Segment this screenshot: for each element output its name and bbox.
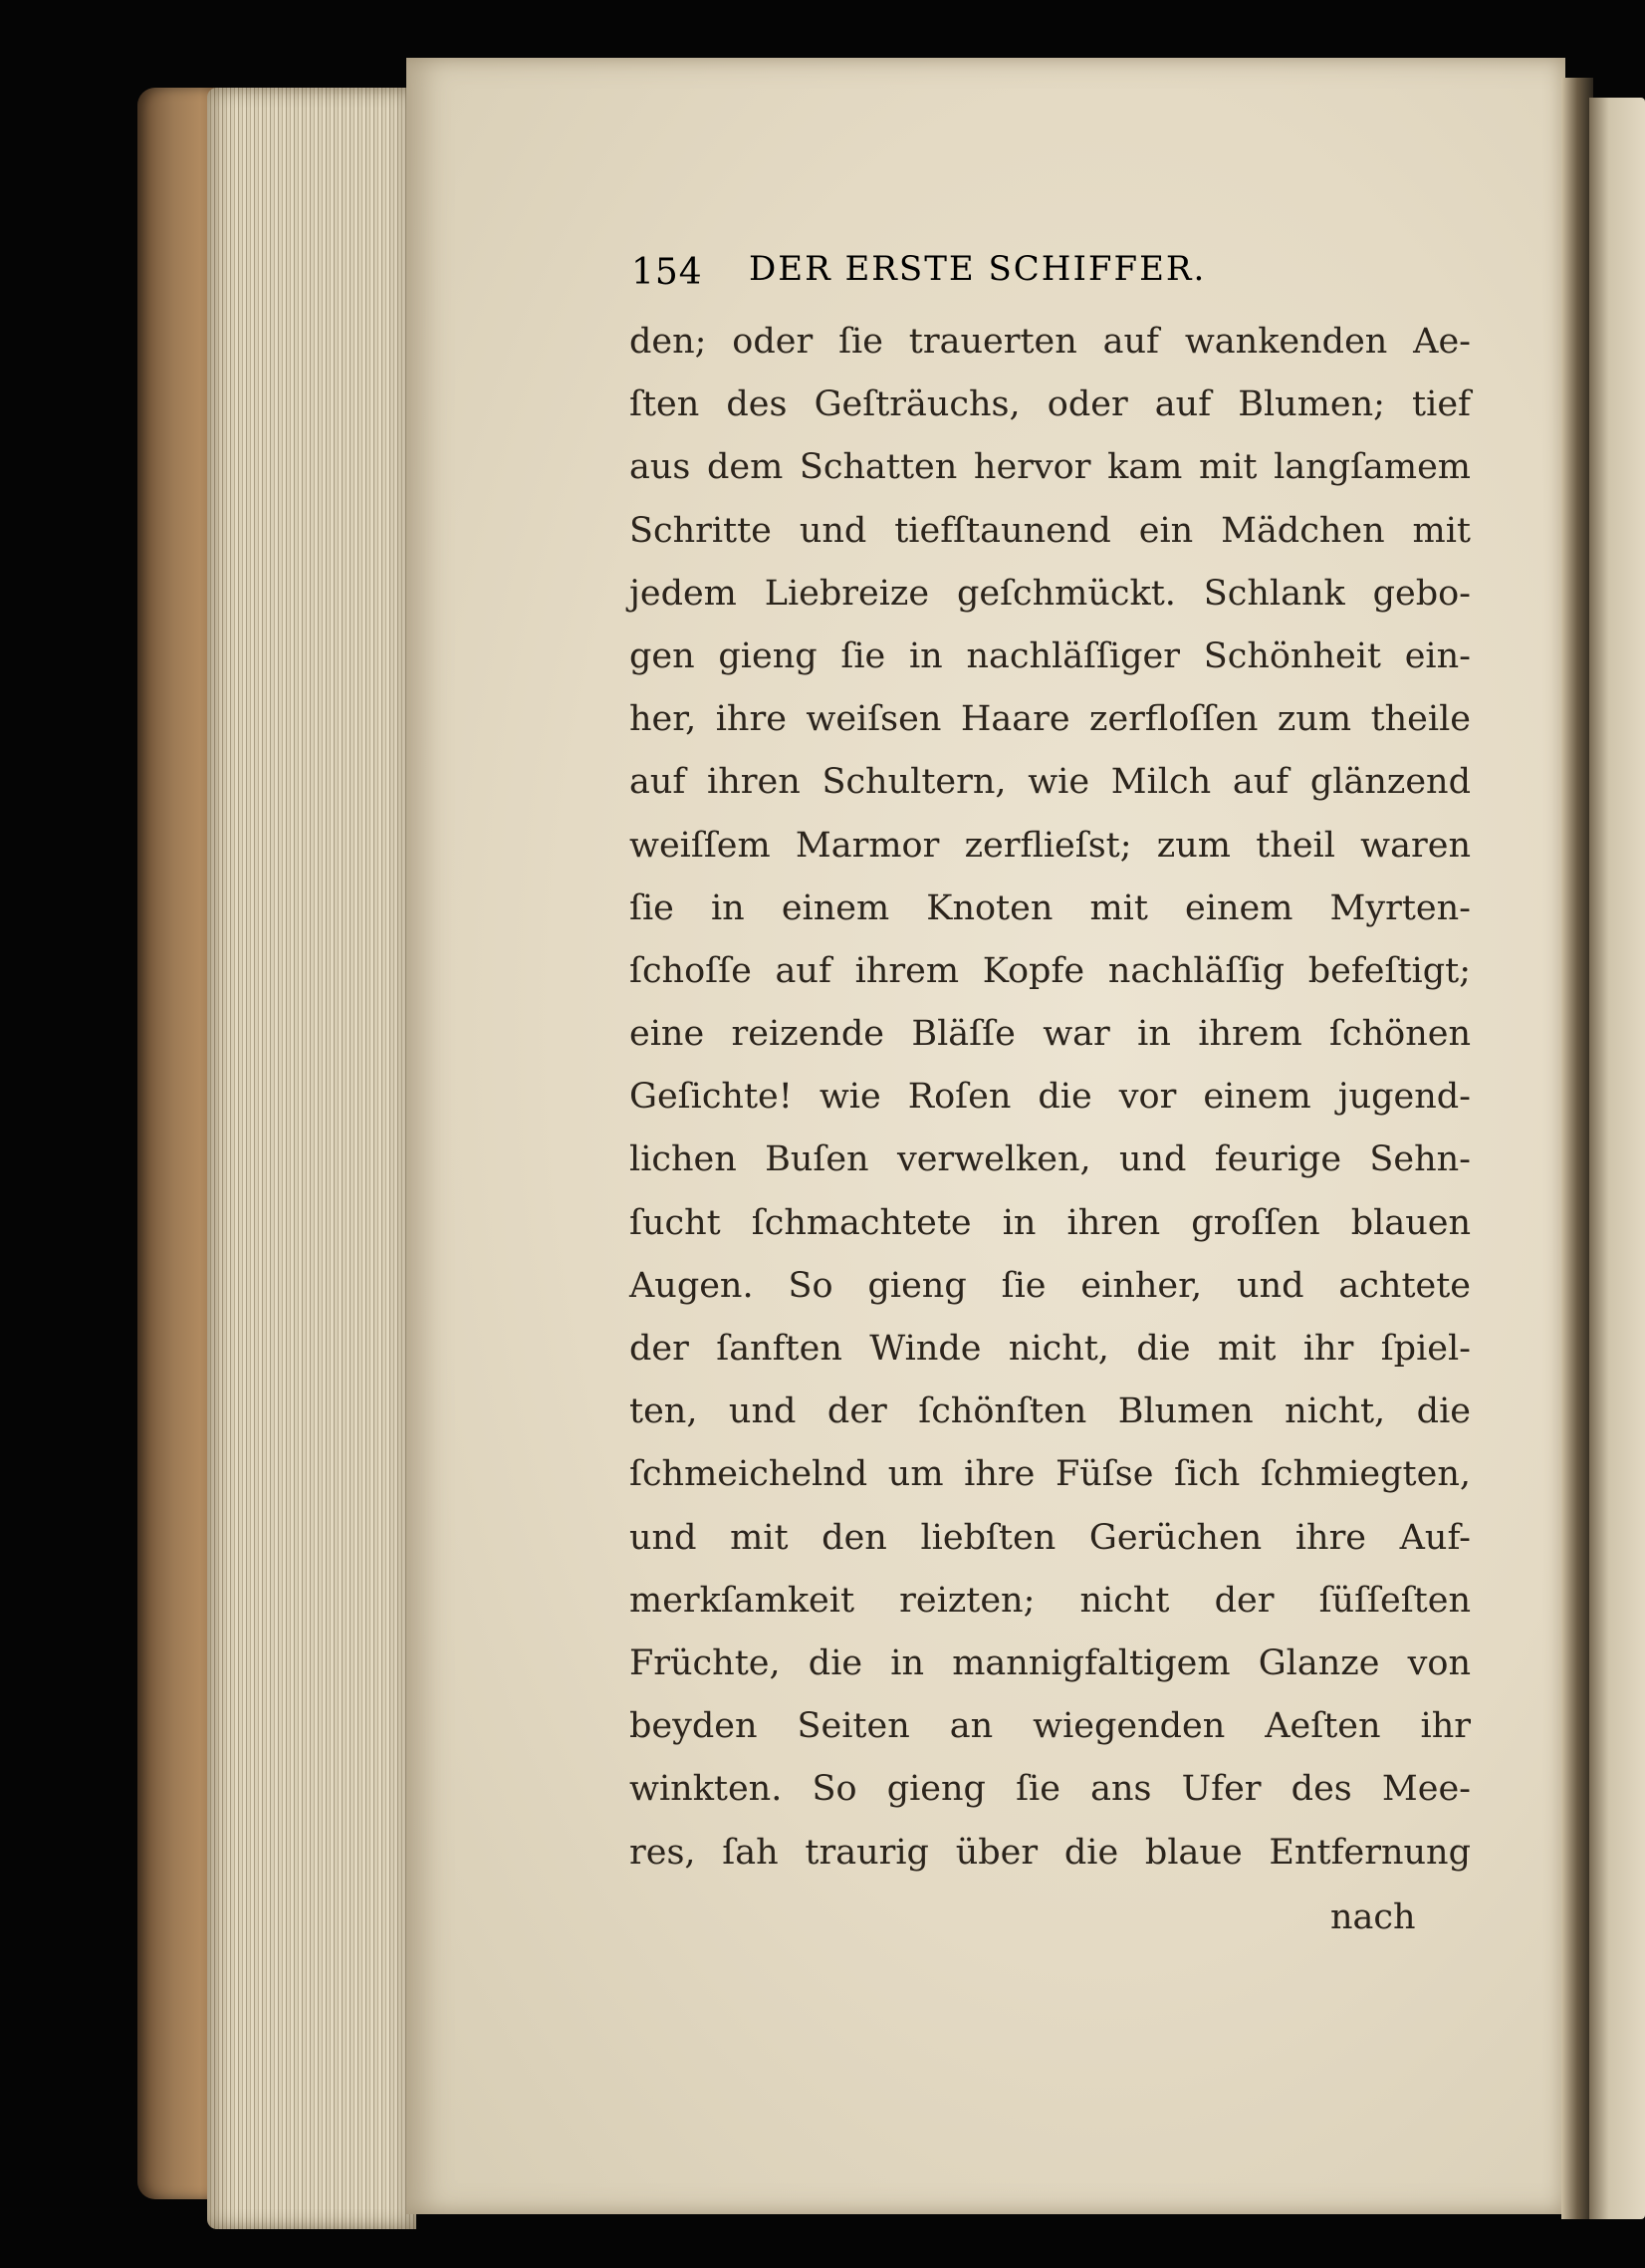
catchword: nach <box>1330 1897 1416 1937</box>
text-line: her, ihre weiſsen Haare zerfloſſen zum theile <box>629 699 1471 740</box>
body-text <box>629 311 1471 1885</box>
text-line: lichen Buſen verwelken, und feurige Sehn- <box>629 1139 1471 1180</box>
text-line: und mit den liebſten Gerüchen ihre Auf- <box>629 1517 1471 1558</box>
text-line: den; oder ſie trauerten auf wankenden Ae- <box>629 322 1471 362</box>
running-head: DER ERSTE SCHIFFER. <box>749 249 1207 289</box>
text-line: eine reizende Bläſſe war in ihrem ſchönen <box>629 1014 1471 1055</box>
text-line: weiſſem Marmor zerflieſst; zum theil waren <box>629 825 1471 866</box>
text-line: winkten. So gieng ſie ans Ufer des Mee- <box>629 1769 1471 1810</box>
page-edges <box>207 88 416 2229</box>
next-page-edge <box>1589 98 1645 2219</box>
text-line: gen gieng ſie in nachläſſiger Schönheit ein- <box>629 635 1471 676</box>
text-line: ten, und der ſchönſten Blumen nicht, die <box>629 1391 1471 1432</box>
text-line: Augen. So gieng ſie einher, und achtete <box>629 1265 1471 1306</box>
text-line: ſchmeichelnd um ihre Füſse ſich ſchmiegten, <box>629 1454 1471 1495</box>
text-line: ſucht ſchmachtete in ihren groſſen blauen <box>629 1202 1471 1243</box>
text-line: res, ſah traurig über die blaue Entfernung <box>629 1832 1471 1873</box>
text-line: beyden Seiten an wiegenden Aeſten ihr <box>629 1706 1471 1747</box>
text-line: ſchoſſe auf ihrem Kopfe nachläſſig befeſtigt; <box>629 950 1471 991</box>
text-line: Schritte und tiefſtaunend ein Mädchen mit <box>629 510 1471 551</box>
text-line: der ſanften Winde nicht, die mit ihr ſpiel- <box>629 1329 1471 1369</box>
page-number: 154 <box>631 252 703 293</box>
text-line: jedem Liebreize geſchmückt. Schlank gebo- <box>629 573 1471 614</box>
text-line: aus dem Schatten hervor kam mit langſamem <box>629 447 1471 488</box>
text-line: auf ihren Schultern, wie Milch auf glänzend <box>629 762 1471 803</box>
text-line: ſten des Geſträuchs, oder auf Blumen; tief <box>629 384 1471 425</box>
text-line: Geſichte! wie Roſen die vor einem jugend- <box>629 1077 1471 1118</box>
text-line: merkſamkeit reizten; nicht der ſüſſeſten <box>629 1580 1471 1621</box>
text-line: ſie in einem Knoten mit einem Myrten- <box>629 887 1471 928</box>
text-line: Früchte, die in mannigfaltigem Glanze von <box>629 1642 1471 1683</box>
